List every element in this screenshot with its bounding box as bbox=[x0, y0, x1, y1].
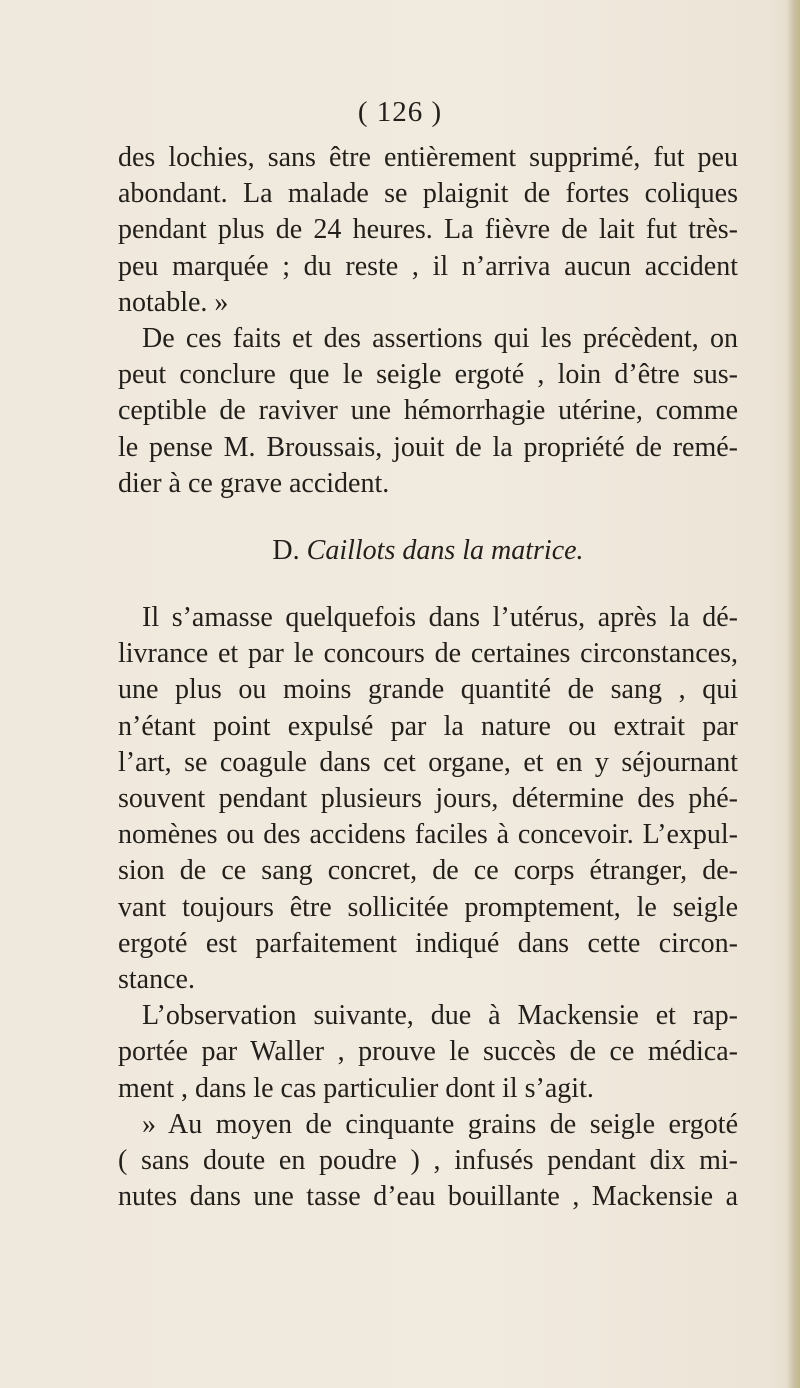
text-line: sion de ce sang concret, de ce corps étranger, de- bbox=[118, 855, 738, 887]
text-line: nomènes ou des accidens faciles à concevoir. L’expul- bbox=[118, 819, 738, 851]
text-line: ergoté est parfaitement indiqué dans cette circon- bbox=[118, 927, 738, 959]
page-number: ( 126 ) bbox=[357, 96, 443, 128]
text-line: une plus ou moins grande quantité de sang , qui bbox=[118, 674, 738, 706]
text-line: livrance et par le concours de certaines circonstances, bbox=[118, 638, 738, 670]
text-line: abondant. La malade se plaignit de fortes coliques bbox=[118, 178, 738, 210]
text-line: nutes dans une tasse d’eau bouillante , Mackensie a bbox=[118, 1181, 738, 1213]
text-line: le pense M. Broussais, jouit de la propriété de remé- bbox=[118, 431, 738, 463]
text-line: souvent pendant plusieurs jours, détermine des phé- bbox=[118, 783, 738, 814]
text-line: notable. » bbox=[118, 286, 229, 318]
text-line: ment , dans le cas particulier dont il s’agit. bbox=[118, 1072, 594, 1104]
text-line: peu marquée ; du reste , il n’arriva aucun accident bbox=[118, 250, 738, 282]
text-line: L’observation suivante, due à Mackensie et rap- bbox=[142, 1000, 738, 1032]
text-line: pendant plus de 24 heures. La fièvre de lait fut très- bbox=[118, 214, 738, 246]
text-line: l’art, se coagule dans cet organe, et en y séjournant bbox=[118, 746, 738, 778]
text-line: ( sans doute en poudre ) , infusés pendant dix mi- bbox=[118, 1144, 738, 1176]
text-line: portée par Waller , prouve le succès de ce médica- bbox=[118, 1036, 738, 1068]
text-line: stance. bbox=[118, 963, 195, 995]
text-line: ceptible de raviver une hémorrhagie utérine, comme bbox=[118, 395, 738, 427]
page-edge-shadow bbox=[786, 0, 800, 1388]
section-title: Caillots dans la matrice. bbox=[306, 534, 584, 566]
text-line: De ces faits et des assertions qui les précèdent, on bbox=[142, 322, 738, 354]
text-line: » Au moyen de cinquante grains de seigle ergoté bbox=[142, 1108, 738, 1140]
section-heading bbox=[118, 533, 738, 569]
text-line: dier à ce grave accident. bbox=[118, 467, 390, 499]
text-line: peut conclure que le seigle ergoté , loin d’être sus- bbox=[118, 359, 738, 391]
text-line: des lochies, sans être entièrement supprimé, fut peu bbox=[118, 142, 738, 173]
text-line: vant toujours être sollicitée promptement, le seigle bbox=[118, 891, 738, 923]
text-line: Il s’amasse quelquefois dans l’utérus, après la dé- bbox=[142, 602, 738, 634]
body-text bbox=[118, 140, 738, 1215]
section-letter: D. bbox=[272, 534, 300, 566]
text-line: n’étant point expulsé par la nature ou extrait par bbox=[118, 710, 738, 742]
